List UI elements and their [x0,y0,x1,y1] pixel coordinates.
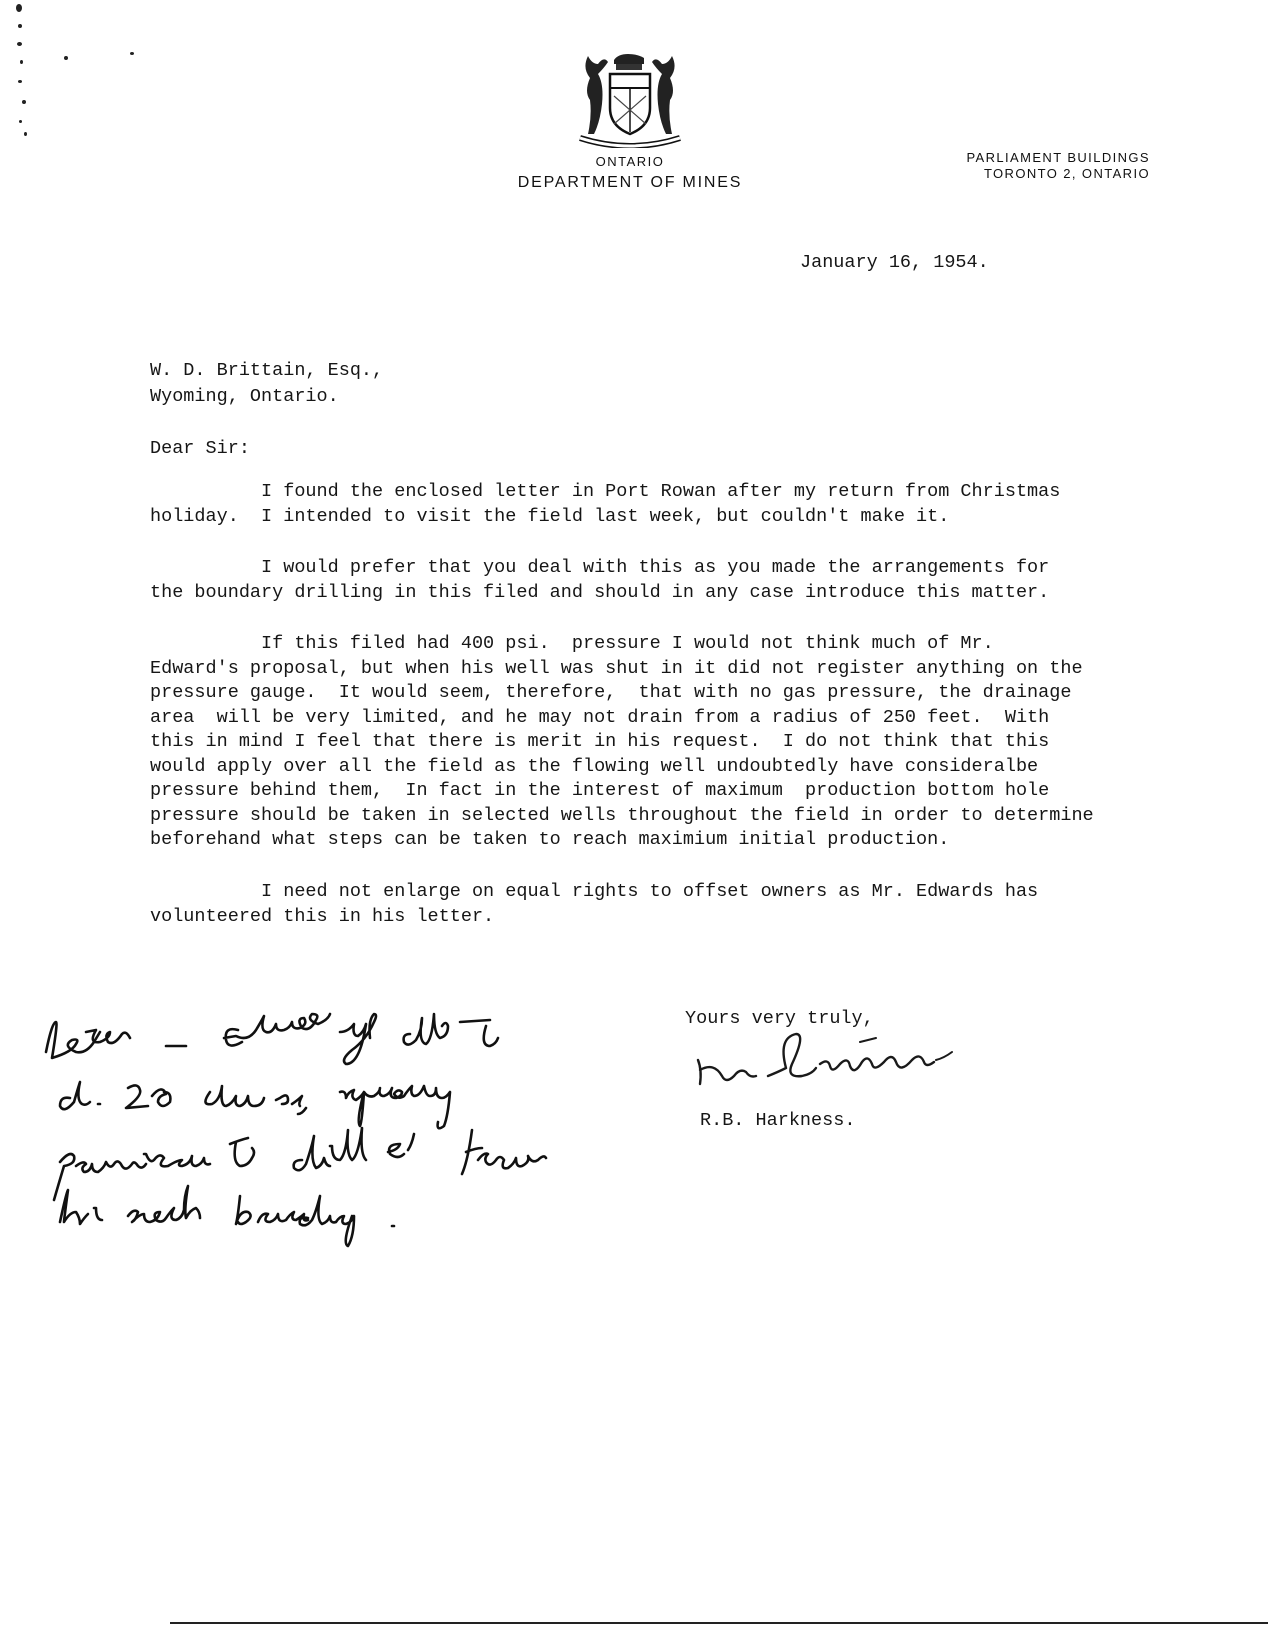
handwritten-signature [690,1030,990,1100]
complimentary-close: Yours very truly, [685,1008,874,1029]
letterhead-address [900,150,1150,182]
signer-name: R.B. Harkness. [700,1110,856,1131]
ontario-coat-of-arms-icon [570,48,690,148]
body-paragraph-4: I need not enlarge on equal rights to offset owners as Mr. Edwards has volunteered this in his letter. [150,881,1039,927]
province-label: ONTARIO [595,154,665,169]
recipient-name: W. D. Brittain, Esq., [150,360,384,381]
address-line-1: PARLIAMENT BUILDINGS [966,150,1150,165]
recipient-address [150,358,383,410]
letter-date: January 16, 1954. [800,252,989,273]
department-heading [470,154,790,194]
scan-edge-marks [14,0,44,150]
department-name: DEPARTMENT OF MINES [517,174,743,191]
body-paragraph-3: If this filed had 400 psi. pressure I would not think much of Mr. Edward's proposal, but when his well was shut in it did not register anything on the pressure gauge. It would seem, therefore, that with no gas pressure, the drainage area will be very limited, and he may not drain from a radius of 250 feet. With this in mind I feel that there is merit in his request. I do not think that this would apply over all the field as the flowing well undoubtedly have consideralbe pressure behind them, In fact in the interest of maximum production bottom hole pressure should be taken in selected wells throughout the field in order to determine beforehand what steps can be taken to reach maximium initial production. [150,633,1094,850]
body-paragraph-2: I would prefer that you deal with this as you made the arrangements for the boundary drilling in this filed and should in any case introduce this matter. [150,557,1050,603]
salutation: Dear Sir: [150,438,250,459]
recipient-location: Wyoming, Ontario. [150,386,339,407]
handwritten-annotation [40,1012,600,1252]
address-line-2: TORONTO 2, ONTARIO [983,166,1150,181]
scan-bottom-edge [170,1622,1268,1624]
body-paragraph-1: I found the enclosed letter in Port Rowan after my return from Christmas holiday. I intended to visit the field last week, but couldn't make it. [150,481,1061,527]
